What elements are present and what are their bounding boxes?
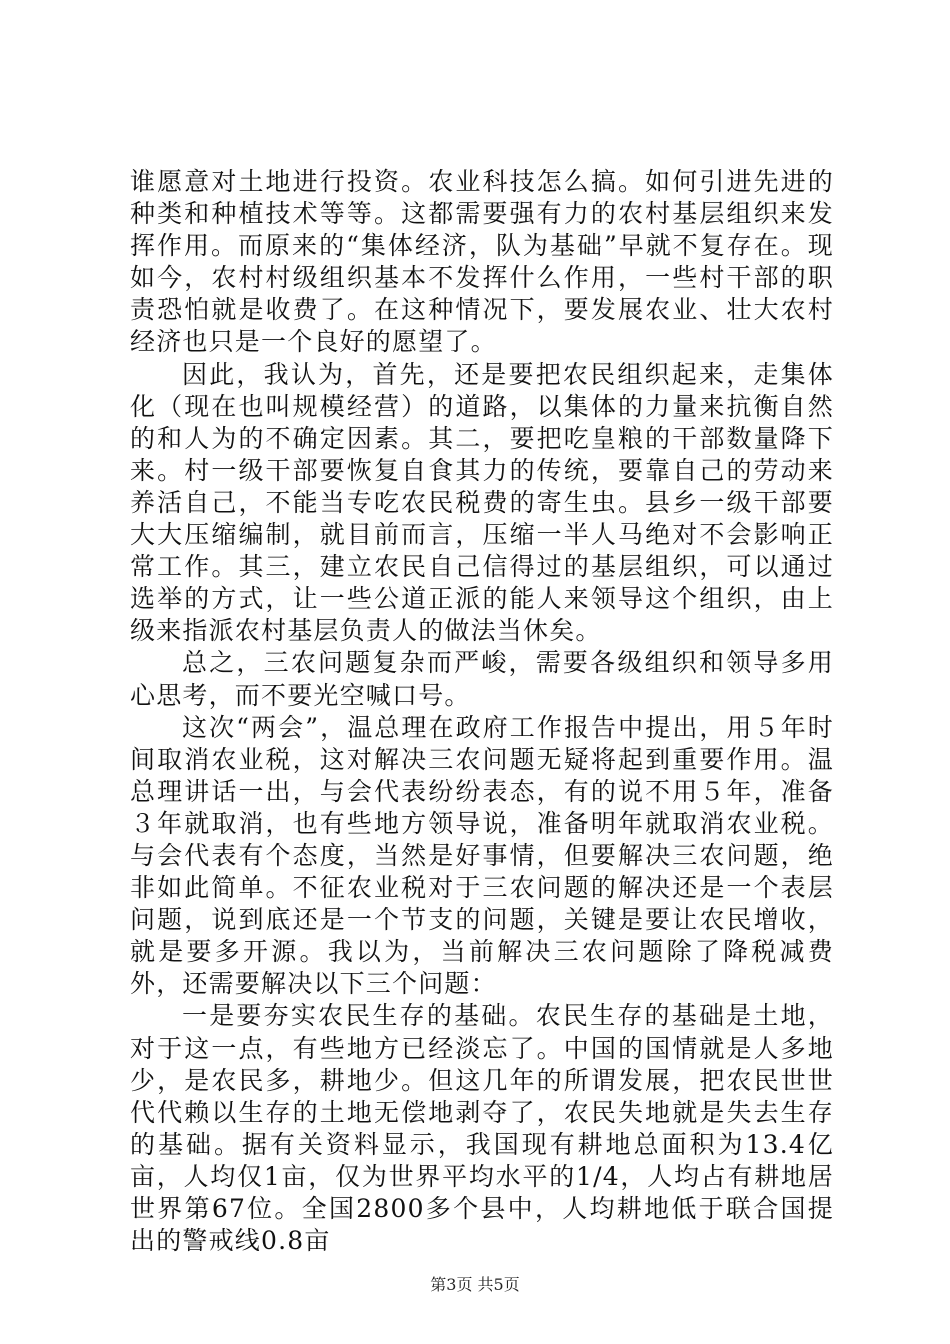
page-footer: 第3页 共5页 — [430, 1275, 520, 1294]
paragraph-continued: 谁愿意对土地进行投资。农业科技怎么搞。如何引进先进的种类和种植技术等等。这都需要强有力的农村基层组织来发挥作用。而原来的“集体经济，队为基础”早就不复存在。现如今，农村村级组织基本不发挥什么作用，一些村干部的职责恐怕就是收费了。在这种情况下，要发展农业、壮大农村经济也只是一个良好的愿望了。 — [130, 167, 834, 357]
paragraph-land-basis: 一是要夯实农民生存的基础。农民生存的基础是土地，对于这一点，有些地方已经淡忘了。中国的国情就是人多地少，是农民多，耕地少。但这几年的所谓发展，把农民世世代代赖以生存的土地无偿地剥夺了，农民失地就是失去生存的基础。据有关资料显示，我国现有耕地总面积为13.4亿亩，人均仅1亩，仅为世界平均水平的1/4，人均占有耕地居世界第67位。全国2800多个县中，人均耕地低于联合国提出的警戒线0.8亩 — [130, 1001, 834, 1256]
document-body — [130, 166, 834, 1257]
paragraph-summary: 总之，三农问题复杂而严峻，需要各级组织和领导多用心思考，而不要光空喊口号。 — [130, 648, 834, 710]
paragraph-two-sessions: 这次“两会”，温总理在政府工作报告中提出，用５年时间取消农业税，这对解决三农问题无疑将起到重要作用。温总理讲话一出，与会代表纷纷表态，有的说不用５年，准备３年就取消，也有些地方领导说，准备明年就取消农业税。与会代表有个态度，当然是好事情，但要解决三农问题，绝非如此简单。不征农业税对于三农问题的解决还是一个表层问题，说到底还是一个节支的问题，关键是要让农民增收，就是要多开源。我以为，当前解决三农问题除了降税减费外，还需要解决以下三个问题： — [130, 712, 834, 999]
paragraph-proposals: 因此，我认为，首先，还是要把农民组织起来，走集体化（现在也叫规模经营）的道路，以集体的力量来抗衡自然的和人为的不确定因素。其二，要把吃皇粮的干部数量降下来。村一级干部要恢复自食其力的传统，要靠自己的劳动来养活自己，不能当专吃农民税费的寄生虫。县乡一级干部要大大压缩编制，就目前而言，压缩一半人马绝对不会影响正常工作。其三，建立农民自己信得过的基层组织，可以通过选举的方式，让一些公道正派的能人来领导这个组织，由上级来指派农村基层负责人的做法当休矣。 — [130, 359, 834, 646]
